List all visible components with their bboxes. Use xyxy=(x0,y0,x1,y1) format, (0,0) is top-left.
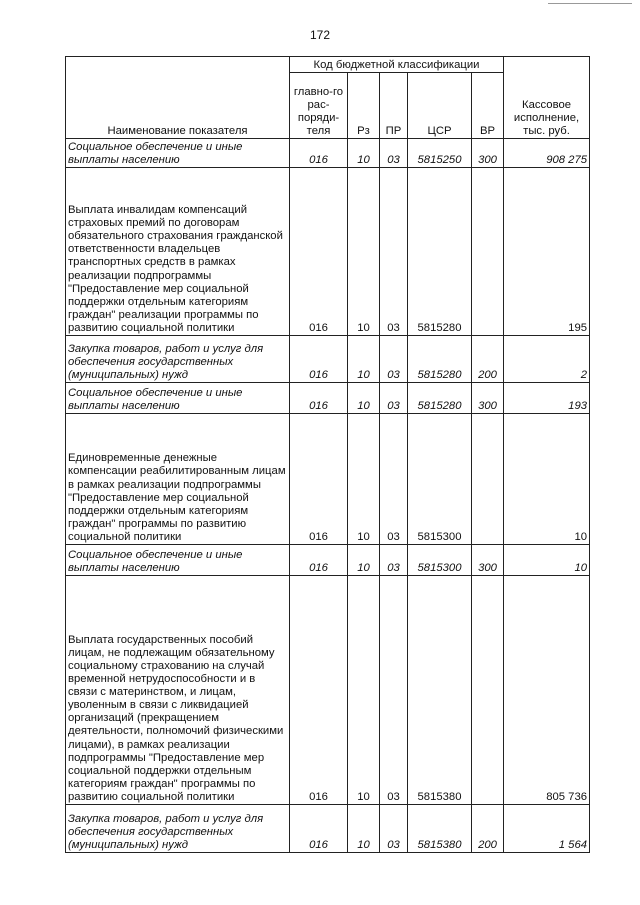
budget-table xyxy=(65,56,590,853)
row-amount: 908 275 xyxy=(504,139,590,168)
header-rz: Рз xyxy=(348,73,380,139)
row-vr: 200 xyxy=(472,336,504,383)
row-gl: 016 xyxy=(290,805,348,853)
row-vr: 300 xyxy=(472,139,504,168)
row-gl: 016 xyxy=(290,414,348,545)
row-rz: 10 xyxy=(348,576,380,805)
row-vr: 300 xyxy=(472,545,504,576)
table-row xyxy=(66,805,590,853)
row-name: Выплата государственных пособий лицам, не подлежащим обязательному социальному страхованию на случай временной нетрудоспособности и в связи с материнством, и лицам, уволенным в связи с ликвидацией организаций (прекращением деятельности, полномочий физическими лицами), в рамках реализации подпрограммы "Предоставление мер социальной поддержки отдельным категориям граждан" программы по развитию социальной политики xyxy=(66,576,290,805)
row-amount: 195 xyxy=(504,168,590,336)
row-gl: 016 xyxy=(290,139,348,168)
header-code-group: Код бюджетной классификации xyxy=(290,57,504,73)
row-pr: 03 xyxy=(380,576,408,805)
row-pr: 03 xyxy=(380,545,408,576)
row-pr: 03 xyxy=(380,383,408,414)
table-row xyxy=(66,168,590,336)
row-csr: 5815280 xyxy=(408,168,472,336)
row-pr: 03 xyxy=(380,139,408,168)
table-row xyxy=(66,383,590,414)
row-pr: 03 xyxy=(380,414,408,545)
row-vr xyxy=(472,576,504,805)
row-amount: 193 xyxy=(504,383,590,414)
row-name: Выплата инвалидам компенсаций страховых премий по договорам обязательного страхования гражданской ответственности владельцев транспортных средств в рамках реализации подпрограммы "Предоставление мер социальной поддержки отдельным категориям граждан" реализации программы по развитию социальной политики xyxy=(66,168,290,336)
table-row xyxy=(66,139,590,168)
row-gl: 016 xyxy=(290,545,348,576)
row-rz: 10 xyxy=(348,414,380,545)
row-vr xyxy=(472,168,504,336)
row-pr: 03 xyxy=(380,805,408,853)
header-vr: ВР xyxy=(472,73,504,139)
row-rz: 10 xyxy=(348,139,380,168)
row-vr: 200 xyxy=(472,805,504,853)
row-gl: 016 xyxy=(290,576,348,805)
row-name: Единовременные денежные компенсации реабилитированным лицам в рамках реализации подпрограммы "Предоставление мер социальной поддержки отдельным категориям граждан" программы по развитию социальной политики xyxy=(66,414,290,545)
table-row xyxy=(66,576,590,805)
row-csr: 5815250 xyxy=(408,139,472,168)
row-gl: 016 xyxy=(290,168,348,336)
row-amount: 805 736 xyxy=(504,576,590,805)
row-name: Закупка товаров, работ и услуг для обеспечения государственных (муниципальных) нужд xyxy=(66,805,290,853)
row-csr: 5815280 xyxy=(408,383,472,414)
row-pr: 03 xyxy=(380,336,408,383)
row-csr: 5815380 xyxy=(408,576,472,805)
row-gl: 016 xyxy=(290,336,348,383)
row-amount: 10 xyxy=(504,545,590,576)
top-rule xyxy=(548,3,632,4)
row-csr: 5815380 xyxy=(408,805,472,853)
row-amount: 2 xyxy=(504,336,590,383)
row-amount: 10 xyxy=(504,414,590,545)
row-name: Социальное обеспечение и иные выплаты населению xyxy=(66,139,290,168)
row-rz: 10 xyxy=(348,336,380,383)
row-name: Социальное обеспечение и иные выплаты населению xyxy=(66,383,290,414)
row-pr: 03 xyxy=(380,168,408,336)
row-rz: 10 xyxy=(348,383,380,414)
header-pr: ПР xyxy=(380,73,408,139)
row-name: Закупка товаров, работ и услуг для обеспечения государственных (муниципальных) нужд xyxy=(66,336,290,383)
row-name: Социальное обеспечение и иные выплаты населению xyxy=(66,545,290,576)
row-rz: 10 xyxy=(348,805,380,853)
table-row xyxy=(66,414,590,545)
row-csr: 5815300 xyxy=(408,545,472,576)
row-rz: 10 xyxy=(348,168,380,336)
table-row xyxy=(66,545,590,576)
row-amount: 1 564 xyxy=(504,805,590,853)
table-row xyxy=(66,336,590,383)
row-vr: 300 xyxy=(472,383,504,414)
header-indicator: Наименование показателя xyxy=(66,57,290,139)
header-gl: главно-го рас-поряди-теля xyxy=(290,73,348,139)
row-rz: 10 xyxy=(348,545,380,576)
row-csr: 5815280 xyxy=(408,336,472,383)
row-vr xyxy=(472,414,504,545)
header-csr: ЦСР xyxy=(408,73,472,139)
header-amount: Кассовое исполнение, тыс. руб. xyxy=(504,57,590,139)
row-csr: 5815300 xyxy=(408,414,472,545)
row-gl: 016 xyxy=(290,383,348,414)
page-number: 172 xyxy=(309,28,331,42)
